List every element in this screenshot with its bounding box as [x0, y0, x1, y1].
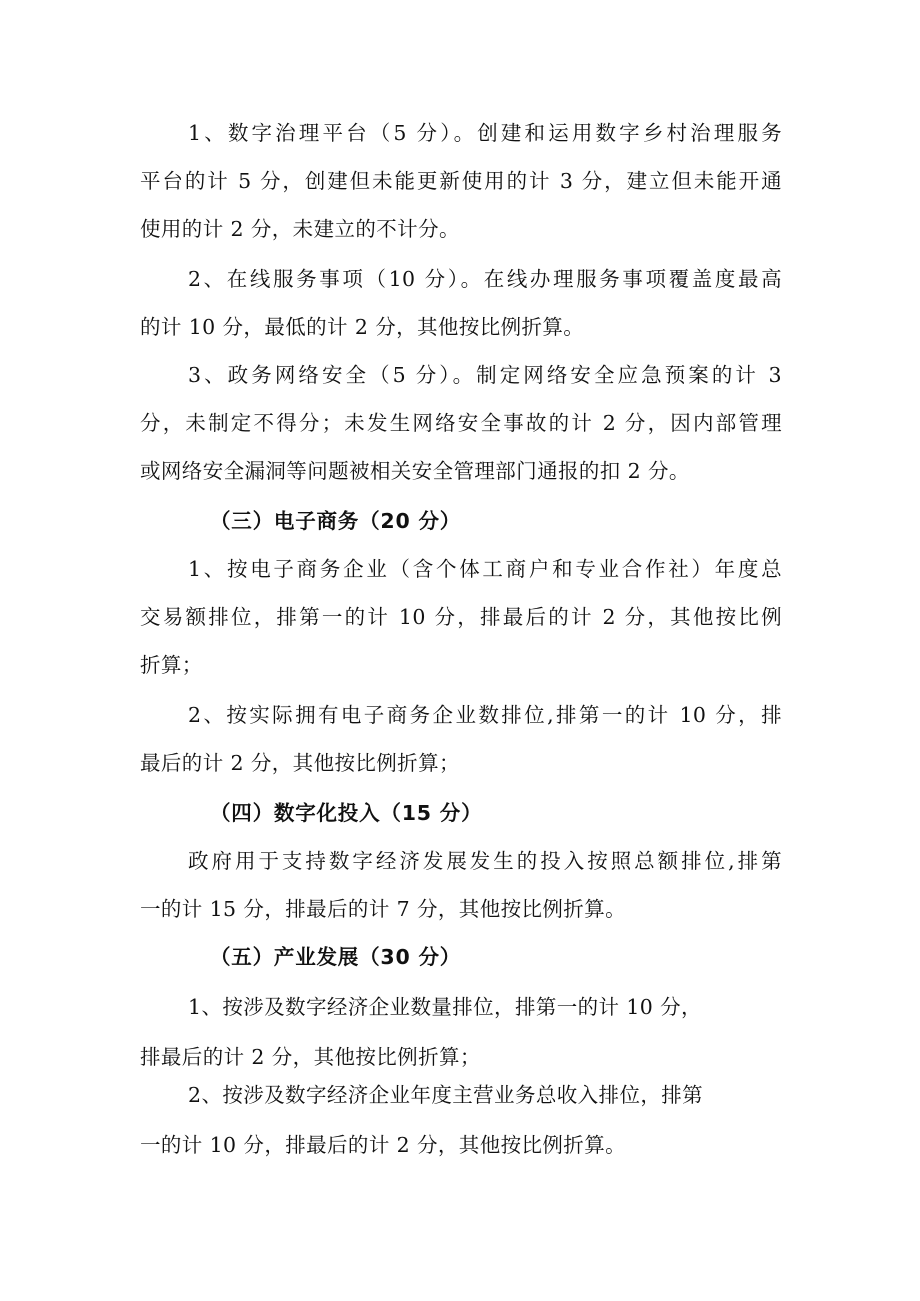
paragraph-line: 1、按电子商务企业（含个体工商户和专业合作社）年度总: [188, 557, 782, 581]
paragraph-line: 一的计 10 分，排最后的计 2 分，其他按比例折算。: [140, 1133, 626, 1157]
paragraph-line: 3、政务网络安全（5 分）。制定网络安全应急预案的计 3: [188, 363, 782, 387]
paragraph-line: 平台的计 5 分，创建但未能更新使用的计 3 分，建立但未能开通: [140, 169, 782, 193]
paragraph-line: 1、按涉及数字经济企业数量排位，排第一的计 10 分，: [188, 995, 702, 1019]
paragraph-line: 排最后的计 2 分，其他按比例折算；: [140, 1045, 481, 1069]
section-heading-ecommerce: （三）电子商务（20 分）: [210, 509, 462, 533]
paragraph-line: 使用的计 2 分，未建立的不计分。: [140, 217, 460, 241]
paragraph-line: 政府用于支持数字经济发展发生的投入按照总额排位,排第: [188, 849, 782, 873]
paragraph-line: 最后的计 2 分，其他按比例折算；: [140, 751, 460, 775]
paragraph-line: 2、按涉及数字经济企业年度主营业务总收入排位，排第: [188, 1083, 704, 1107]
section-heading-digital-investment: （四）数字化投入（15 分）: [210, 801, 483, 825]
paragraph-line: 2、在线服务事项（10 分）。在线办理服务事项覆盖度最高: [188, 267, 782, 291]
paragraph-line: 的计 10 分，最低的计 2 分，其他按比例折算。: [140, 315, 585, 339]
section-heading-industry: （五）产业发展（30 分）: [210, 945, 462, 969]
paragraph-line: 2、按实际拥有电子商务企业数排位,排第一的计 10 分，排: [188, 703, 782, 727]
paragraph-line: 分，未制定不得分；未发生网络安全事故的计 2 分，因内部管理: [140, 411, 782, 435]
paragraph-line: 交易额排位，排第一的计 10 分，排最后的计 2 分，其他按比例: [140, 605, 782, 629]
paragraph-line: 一的计 15 分，排最后的计 7 分，其他按比例折算。: [140, 897, 626, 921]
paragraph-line: 1、数字治理平台（5 分）。创建和运用数字乡村治理服务: [188, 121, 782, 145]
paragraph-line: 折算；: [140, 653, 203, 677]
paragraph-line: 或网络安全漏洞等问题被相关安全管理部门通报的扣 2 分。: [140, 459, 690, 483]
